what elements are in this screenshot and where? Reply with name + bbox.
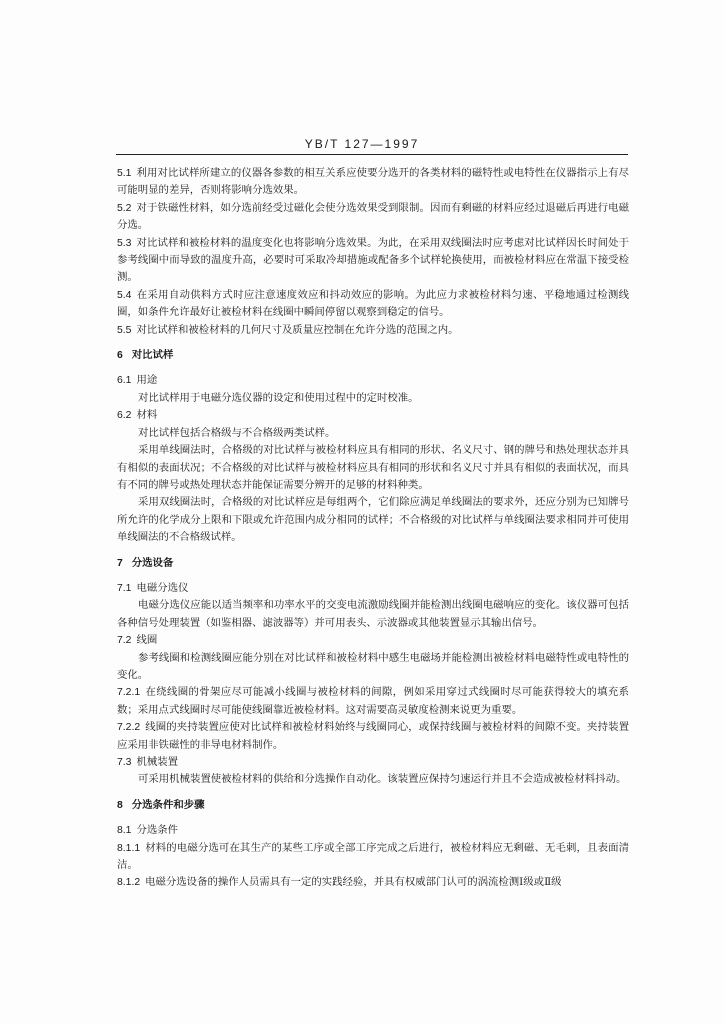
- clause-text: 线圈的夹持装置应使对比试样和被检材料始终与线圈同心，或保持线圈与被检材料的间隙不变。夹持装置应采用非铁磁性的非导电材料制作。: [117, 721, 629, 751]
- clause-text: 电磁分选仪: [136, 581, 189, 594]
- clause-number: 8.1.2: [117, 877, 141, 889]
- clause-text: 分选条件: [136, 824, 179, 837]
- clause-number: 6.1: [117, 375, 132, 387]
- clause-text: 电磁分选仪应能以适当频率和功率水平的交变电流激励线圈并能检测出线圈电磁响应的变化。该仪器可包括各种信号处理装置（如鉴相器、滤波器等）并可用表头、示波器或其他装置显示其输出信号。: [117, 599, 629, 629]
- section-heading: [117, 555, 629, 572]
- body-paragraph: [117, 771, 629, 788]
- clause-text: 机械装置: [136, 756, 179, 768]
- clause-number: 8: [117, 799, 123, 811]
- clause-text: 分选设备: [131, 557, 174, 569]
- numbered-clause: [117, 322, 629, 339]
- clause-text: 对比试样包括合格级与不合格级两类试样。: [138, 426, 336, 439]
- clause-text: 参考线圈和检测线圈应能分别在对比试样和被检材料中感生电磁场并能检测出被检材料电磁特性或电特性的变化。: [117, 651, 629, 681]
- clause-number: 5.4: [117, 289, 132, 301]
- clause-text: 采用单线圈法时，合格级的对比试样与被检材料应具有相同的形状、名义尺寸、钢的牌号和热处理状态并具有相似的表面状况；不合格级的对比试样与被检材料应具有相同的形状和名义尺寸并具有相似的表面状况，而具有不同的牌号或热处理状态并能保证需要分辨开的足够的材料种类。: [117, 444, 629, 491]
- clause-number: 5.5: [117, 324, 132, 336]
- clause-text: 对比试样和被检材料的几何尺寸及质量应控制在允许分选的范围之内。: [136, 323, 459, 336]
- clause-text: 用途: [136, 374, 158, 387]
- clause-number: 7: [117, 557, 123, 569]
- clause-number: 7.1: [117, 582, 132, 594]
- standard-number-header: YB/T 127—1997: [304, 137, 420, 151]
- clause-text: 材料: [136, 409, 158, 422]
- body-paragraph: [117, 442, 629, 494]
- numbered-clause: [117, 580, 629, 597]
- numbered-clause: [117, 372, 629, 389]
- clause-number: 5.3: [117, 237, 132, 249]
- body-paragraph: [117, 597, 629, 632]
- clause-text: 在绕线圈的骨架应尽可能减小线圈与被检材料的间隙，例如采用穿过式线圈时尽可能获得较大的填充系数；采用点式线圈时尽可能使线圈靠近被检材料。这对需要高灵敏度检测来说更为重要。: [117, 686, 629, 716]
- clause-text: 可采用机械装置使被检材料的供给和分选操作自动化。该装置应保持匀速运行并且不会造成被检材料抖动。: [138, 773, 627, 786]
- header-rule: [116, 154, 628, 155]
- clause-text: 对比试样用于电磁分选仪器的设定和使用过程中的定时校准。: [138, 391, 419, 404]
- clause-number: 8.1.1: [117, 842, 141, 854]
- clause-number: 5.1: [117, 168, 132, 179]
- numbered-clause: [117, 840, 629, 875]
- clause-text: 采用双线圈法时，合格级的对比试样应是每组两个，它们除应满足单线圈法的要求外，还应分别为已知牌号所允许的化学成分上限和下限或允许范围内成分相同的试样；不合格级的对比试样与单线圈法要求相同并可使用单线圈法的不合格级试样。: [117, 496, 629, 544]
- numbered-clause: [117, 407, 629, 424]
- clause-number: 7.2.2: [117, 722, 141, 734]
- numbered-clause: [117, 200, 629, 235]
- body-paragraph: [117, 425, 629, 442]
- clause-text: 在采用自动供料方式时应注意速度效应和抖动效应的影响。为此应力求被检材料匀速、平稳地通过检测线圈，如条件允许最好让被检材料在线圈中瞬间停留以观察到稳定的信号。: [117, 288, 629, 319]
- document-body: [117, 165, 629, 892]
- clause-text: 分选条件和步骤: [131, 799, 205, 811]
- clause-number: 7.2.1: [117, 687, 141, 699]
- clause-number: 6: [117, 350, 123, 362]
- numbered-clause: [117, 287, 629, 322]
- body-paragraph: [117, 390, 629, 407]
- numbered-clause: [117, 684, 629, 719]
- numbered-clause: [117, 754, 629, 771]
- numbered-clause: [117, 719, 629, 754]
- numbered-clause: [117, 874, 629, 891]
- body-paragraph: [117, 650, 629, 685]
- clause-number: 7.2: [117, 635, 132, 647]
- clause-number: 5.2: [117, 202, 132, 214]
- numbered-clause: [117, 165, 629, 200]
- body-paragraph: [117, 494, 629, 546]
- numbered-clause: [117, 822, 629, 839]
- clause-text: 对比试样和被检材料的温度变化也将影响分选效果。为此，在采用双线圈法时应考虑对比试样因长时间处于参考线圈中而导致的温度升高，必要时可采取冷却措施或配备多个试样轮换使用，而被检材料应在常温下接受检测。: [117, 236, 629, 284]
- clause-text: 电磁分选设备的操作人员需具有一定的实践经验，并具有权威部门认可的涡流检测Ⅰ级或Ⅱ级: [145, 876, 562, 889]
- section-heading: [117, 347, 629, 364]
- clause-text: 利用对比试样所建立的仪器各参数的相互关系应使要分选开的各类材料的磁特性或电特性在仪器指示上有尽可能明显的差异，否则将影响分选效果。: [117, 167, 629, 197]
- clause-text: 线圈: [136, 634, 158, 647]
- clause-number: 8.1: [117, 825, 132, 837]
- clause-text: 对比试样: [131, 350, 174, 362]
- section-heading: [117, 797, 629, 814]
- clause-text: 材料的电磁分选可在其生产的某些工序或全部工序完成之后进行，被检材料应无剩磁、无毛刺，且表面清洁。: [117, 841, 629, 872]
- clause-text: 对于铁磁性材料，如分选前经受过磁化会使分选效果受到限制。因而有剩磁的材料应经过退磁后再进行电磁分选。: [117, 201, 629, 232]
- clause-number: 6.2: [117, 410, 132, 422]
- numbered-clause: [117, 632, 629, 649]
- numbered-clause: [117, 235, 629, 287]
- clause-number: 7.3: [117, 757, 132, 768]
